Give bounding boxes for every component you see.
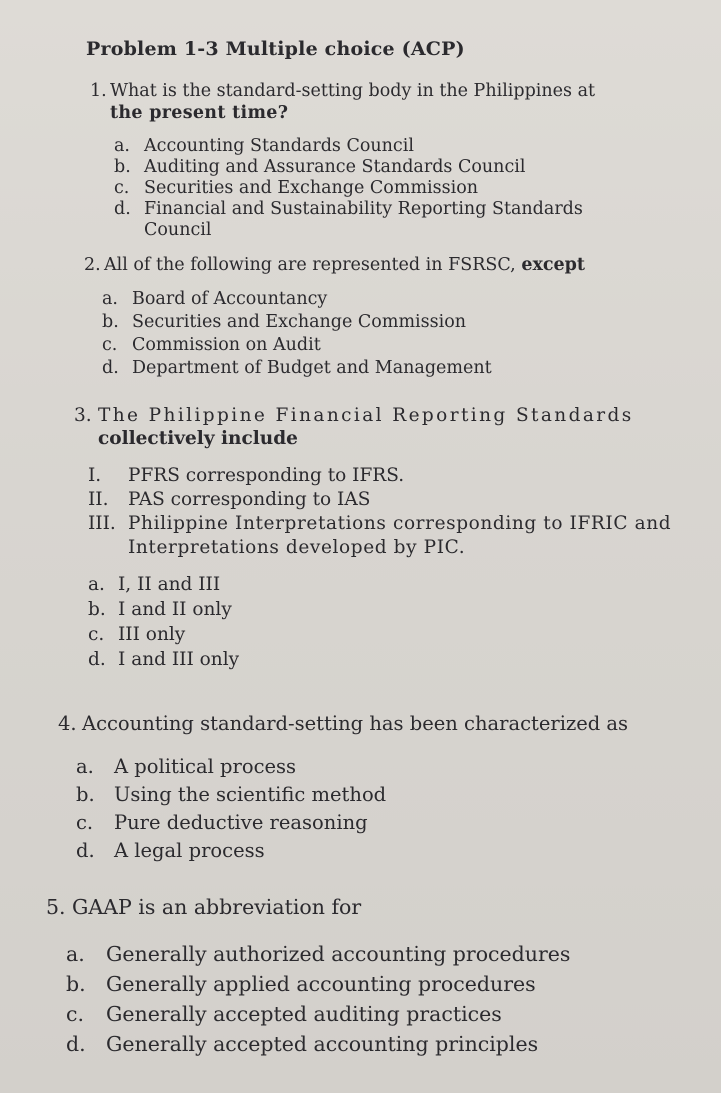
question-text: GAAP is an abbreviation for xyxy=(72,895,362,919)
question-stem xyxy=(74,404,694,450)
option-c[interactable]: c. Commission on Audit xyxy=(102,335,321,355)
question-number: 1. xyxy=(90,81,107,101)
question-emphasis: except xyxy=(521,255,585,275)
question-stem xyxy=(58,710,708,737)
page-title: Problem 1-3 Multiple choice (ACP) xyxy=(86,38,465,60)
question-text: All of the following are represented in FSRSC, xyxy=(104,255,516,275)
option-d[interactable]: d. A legal process xyxy=(76,839,265,862)
option-a[interactable]: a. A political process xyxy=(76,755,297,778)
option-d[interactable]: d. Financial and Sustainability Reporting Standards xyxy=(114,199,583,219)
option-d[interactable]: d. I and III only xyxy=(88,649,240,670)
statement-list xyxy=(88,464,694,560)
question-1 xyxy=(90,80,680,241)
option-a[interactable]: a. I, II and III xyxy=(88,574,221,595)
question-stem xyxy=(90,80,680,124)
option-c[interactable]: c. Pure deductive reasoning xyxy=(76,811,368,834)
question-stem xyxy=(84,254,684,276)
question-emphasis: collectively include xyxy=(98,428,298,449)
option-b[interactable]: b. Auditing and Assurance Standards Council xyxy=(114,157,526,177)
option-list xyxy=(102,288,684,380)
option-a[interactable]: a. Board of Accountancy xyxy=(102,289,328,309)
statement-iii: III. Philippine Interpretations corresponding to IFRIC and Interpretations developed by PIC. xyxy=(88,513,672,558)
option-a[interactable]: a. Generally authorized accounting procedures xyxy=(66,942,571,966)
option-list xyxy=(76,753,708,865)
option-a[interactable]: a. Accounting Standards Council xyxy=(114,136,414,156)
question-3 xyxy=(74,404,694,672)
option-c[interactable]: c. III only xyxy=(88,624,186,645)
option-list xyxy=(66,939,706,1059)
option-c[interactable]: c. Securities and Exchange Commission xyxy=(114,178,478,198)
option-d[interactable]: d. Department of Budget and Management xyxy=(102,358,492,378)
statement-i: I. PFRS corresponding to IFRS. xyxy=(88,465,405,486)
question-4 xyxy=(58,710,708,865)
question-5 xyxy=(46,893,706,1059)
question-number: 3. xyxy=(74,405,92,426)
option-c[interactable]: c. Generally accepted auditing practices xyxy=(66,1002,502,1026)
question-number: 2. xyxy=(84,255,101,275)
question-number: 5. xyxy=(46,895,66,919)
option-d-cont: Council xyxy=(144,220,212,240)
question-text: The Philippine Financial Reporting Standards xyxy=(98,405,634,426)
question-2 xyxy=(84,254,684,380)
question-text: What is the standard-setting body in the Philippines at xyxy=(110,81,596,101)
statement-ii: II. PAS corresponding to IAS xyxy=(88,489,371,510)
option-b[interactable]: b. Using the scientific method xyxy=(76,783,387,806)
option-list xyxy=(114,136,680,241)
question-text-cont: the present time? xyxy=(110,103,289,123)
option-b[interactable]: b. Generally applied accounting procedures xyxy=(66,972,536,996)
option-b[interactable]: b. I and II only xyxy=(88,599,232,620)
question-number: 4. xyxy=(58,712,77,735)
option-d[interactable]: d. Generally accepted accounting principles xyxy=(66,1032,539,1056)
option-list xyxy=(88,572,694,672)
question-text: Accounting standard-setting has been characterized as xyxy=(82,712,629,735)
question-stem xyxy=(46,893,706,921)
option-b[interactable]: b. Securities and Exchange Commission xyxy=(102,312,466,332)
